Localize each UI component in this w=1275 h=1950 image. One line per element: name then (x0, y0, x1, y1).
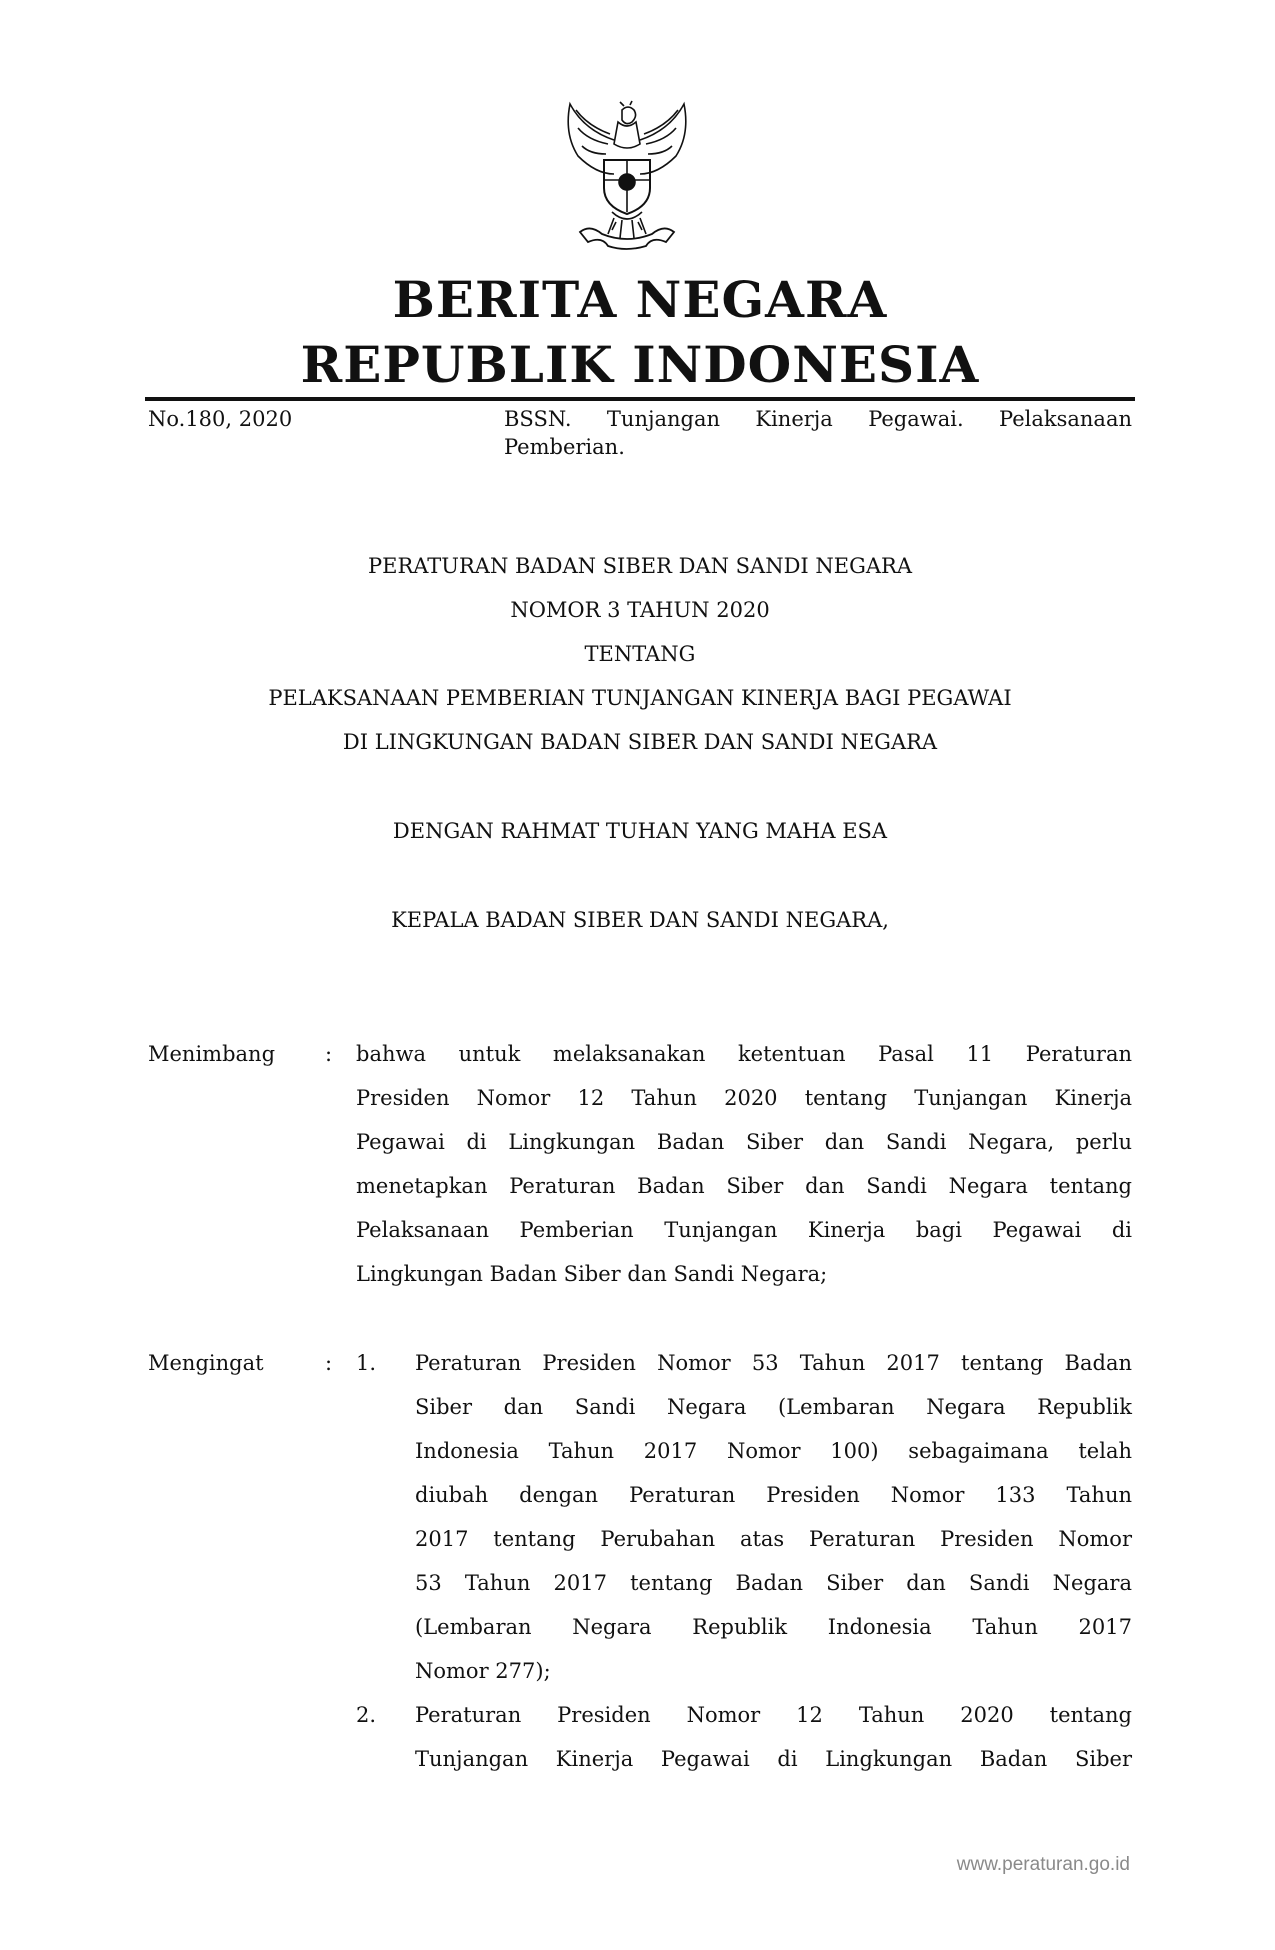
menimbang-line: bahwa untuk melaksanakan ketentuan Pasal 11 Peraturan (356, 1042, 1132, 1066)
menimbang-text (356, 1032, 1132, 1296)
mengingat-colon: : (325, 1351, 333, 1375)
masthead-title-line2: REPUBLIK INDONESIA (300, 335, 980, 394)
mengingat-line: Nomor 277); (415, 1659, 551, 1683)
regulation-title-line2: DI LINGKUNGAN BADAN SIBER DAN SANDI NEGARA (342, 730, 938, 754)
authority: KEPALA BADAN SIBER DAN SANDI NEGARA, (391, 908, 889, 932)
gazette-subject (504, 405, 1132, 461)
menimbang-line: Pegawai di Lingkungan Badan Siber dan Sandi Negara, perlu (356, 1130, 1132, 1154)
footer-url-link[interactable]: www.peraturan.go.id (956, 1854, 1130, 1875)
mengingat-line: Siber dan Sandi Negara (Lembaran Negara Republik (415, 1395, 1132, 1419)
regulation-title-line1: PELAKSANAAN PEMBERIAN TUNJANGAN KINERJA BAGI PEGAWAI (268, 686, 1012, 710)
regulation-heading: PERATURAN BADAN SIBER DAN SANDI NEGARA (367, 554, 912, 578)
menimbang-label: Menimbang (148, 1042, 276, 1066)
mengingat-line: Peraturan Presiden Nomor 12 Tahun 2020 tentang (415, 1703, 1132, 1727)
menimbang-line: Presiden Nomor 12 Tahun 2020 tentang Tunjangan Kinerja (356, 1086, 1132, 1110)
masthead-divider (145, 397, 1135, 401)
mengingat-line: Tunjangan Kinerja Pegawai di Lingkungan Badan Siber (415, 1747, 1132, 1771)
menimbang-colon: : (325, 1042, 333, 1066)
mengingat-line: Indonesia Tahun 2017 Nomor 100) sebagaimana telah (415, 1439, 1132, 1463)
mengingat-line: Peraturan Presiden Nomor 53 Tahun 2017 tentang Badan (415, 1351, 1132, 1375)
mengingat-line: 2017 tentang Perubahan atas Peraturan Presiden Nomor (415, 1527, 1132, 1551)
menimbang-line: Lingkungan Badan Siber dan Sandi Negara; (356, 1262, 828, 1286)
mengingat-line: (Lembaran Negara Republik Indonesia Tahun 2017 (415, 1615, 1132, 1639)
gazette-subject-line: Pemberian. (504, 435, 625, 459)
mengingat-item-number: 1. (356, 1351, 377, 1375)
invocation: DENGAN RAHMAT TUHAN YANG MAHA ESA (392, 819, 888, 843)
menimbang-line: Pelaksanaan Pemberian Tunjangan Kinerja bagi Pegawai di (356, 1218, 1132, 1242)
mengingat-item-2-text (415, 1693, 1132, 1781)
mengingat-line: diubah dengan Peraturan Presiden Nomor 133 Tahun (415, 1483, 1132, 1507)
garuda-emblem-icon (552, 100, 702, 255)
gazette-number: No.180, 2020 (148, 407, 293, 431)
regulation-number: NOMOR 3 TAHUN 2020 (510, 598, 770, 622)
mengingat-item-number: 2. (356, 1703, 377, 1727)
menimbang-line: menetapkan Peraturan Badan Siber dan Sandi Negara tentang (356, 1174, 1132, 1198)
regulation-about: TENTANG (584, 642, 696, 666)
gazette-subject-line: BSSN. Tunjangan Kinerja Pegawai. Pelaksanaan (504, 407, 1132, 431)
mengingat-item-1-text (415, 1341, 1132, 1693)
masthead-title-line1: BERITA NEGARA (392, 270, 888, 329)
mengingat-line: 53 Tahun 2017 tentang Badan Siber dan Sandi Negara (415, 1571, 1132, 1595)
mengingat-label: Mengingat (148, 1351, 264, 1375)
